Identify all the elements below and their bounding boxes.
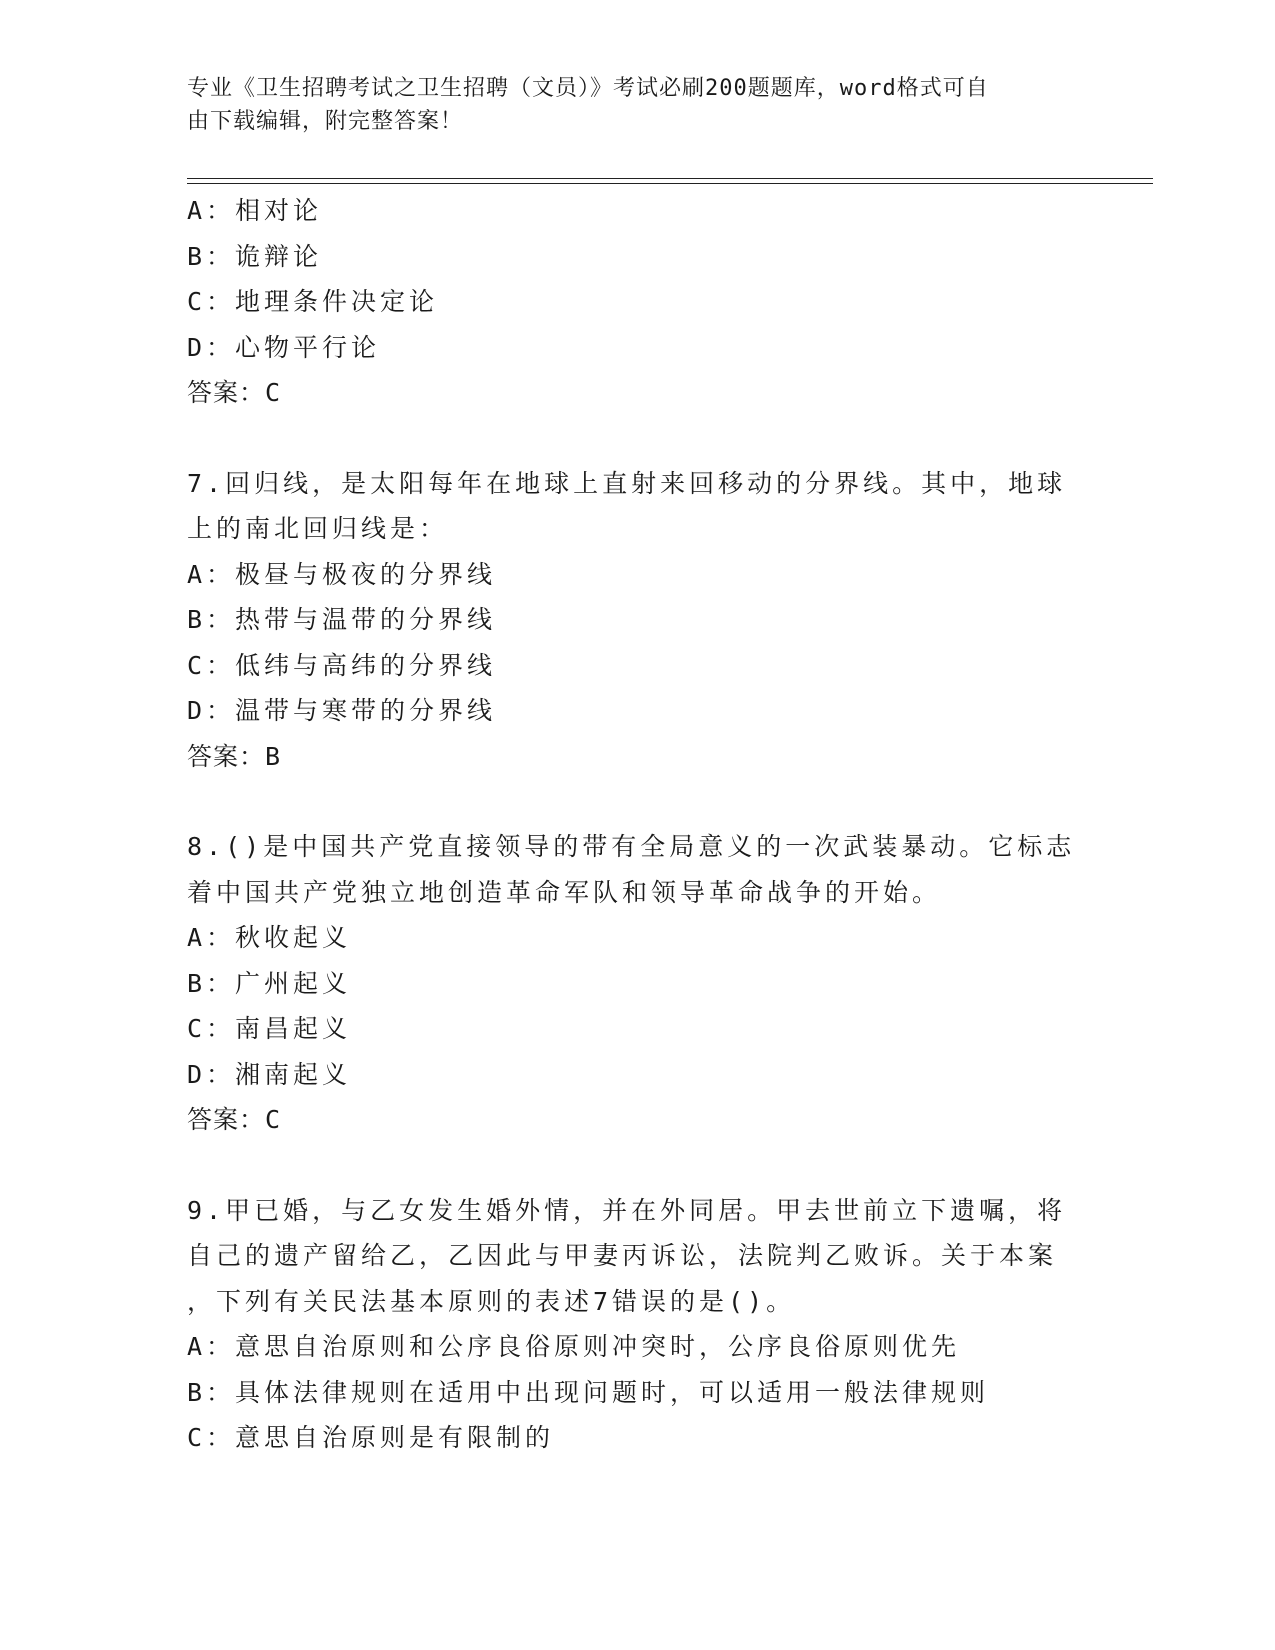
option-c: C：南昌起义 (187, 1014, 352, 1043)
option-b: B：具体法律规则在适用中出现问题时，可以适用一般法律规则 (187, 1377, 990, 1407)
question-stem: 7.回归线，是太阳每年在地球上直射来回移动的分界线。其中，地球 (187, 468, 1067, 498)
spacer (187, 1143, 1087, 1188)
header-divider-top (187, 178, 1153, 179)
question-9 (187, 1188, 1087, 1461)
spacer (187, 416, 1087, 461)
spacer (187, 779, 1087, 824)
question-stem: ，下列有关民法基本原则的表述7错误的是()。 (187, 1286, 796, 1316)
question-stem: 上的南北回归线是： (187, 514, 449, 543)
option-d: D：湘南起义 (187, 1059, 352, 1089)
option-c: C：意思自治原则是有限制的 (187, 1423, 555, 1452)
header-divider-bottom (187, 183, 1153, 184)
question-stem: 9.甲已婚，与乙女发生婚外情，并在外同居。甲去世前立下遗嘱，将 (187, 1195, 1067, 1225)
option-d: D：心物平行论 (187, 332, 381, 362)
answer: 答案：B (187, 741, 282, 771)
answer: 答案：C (187, 1105, 282, 1134)
header-line-1: 专业《卫生招聘考试之卫生招聘（文员）》考试必刷200题题库，word格式可自 (187, 76, 989, 101)
option-a: A：相对论 (187, 196, 323, 225)
question-stem: 自己的遗产留给乙，乙因此与甲妻丙诉讼，法院判乙败诉。关于本案 (187, 1241, 1058, 1270)
option-d: D：温带与寒带的分界线 (187, 696, 497, 725)
document-header (187, 72, 1067, 138)
header-line-2: 由下载编辑，附完整答案！ (187, 109, 464, 134)
option-b: B：热带与温带的分界线 (187, 605, 497, 634)
question-stem: 8.()是中国共产党直接领导的带有全局意义的一次武装暴动。它标志 (187, 832, 1076, 861)
question-8 (187, 824, 1087, 1143)
option-b: B：诡辩论 (187, 241, 323, 271)
question-7 (187, 461, 1087, 780)
question-stem: 着中国共产党独立地创造革命军队和领导革命战争的开始。 (187, 877, 942, 907)
question-6 (187, 188, 1087, 416)
question-list (187, 188, 1087, 1461)
option-c: C：低纬与高纬的分界线 (187, 650, 497, 680)
option-c: C：地理条件决定论 (187, 287, 439, 316)
option-a: A：意思自治原则和公序良俗原则冲突时，公序良俗原则优先 (187, 1332, 961, 1361)
option-a: A：秋收起义 (187, 923, 352, 952)
answer: 答案：C (187, 378, 282, 407)
option-b: B：广州起义 (187, 968, 352, 998)
option-a: A：极昼与极夜的分界线 (187, 559, 497, 589)
